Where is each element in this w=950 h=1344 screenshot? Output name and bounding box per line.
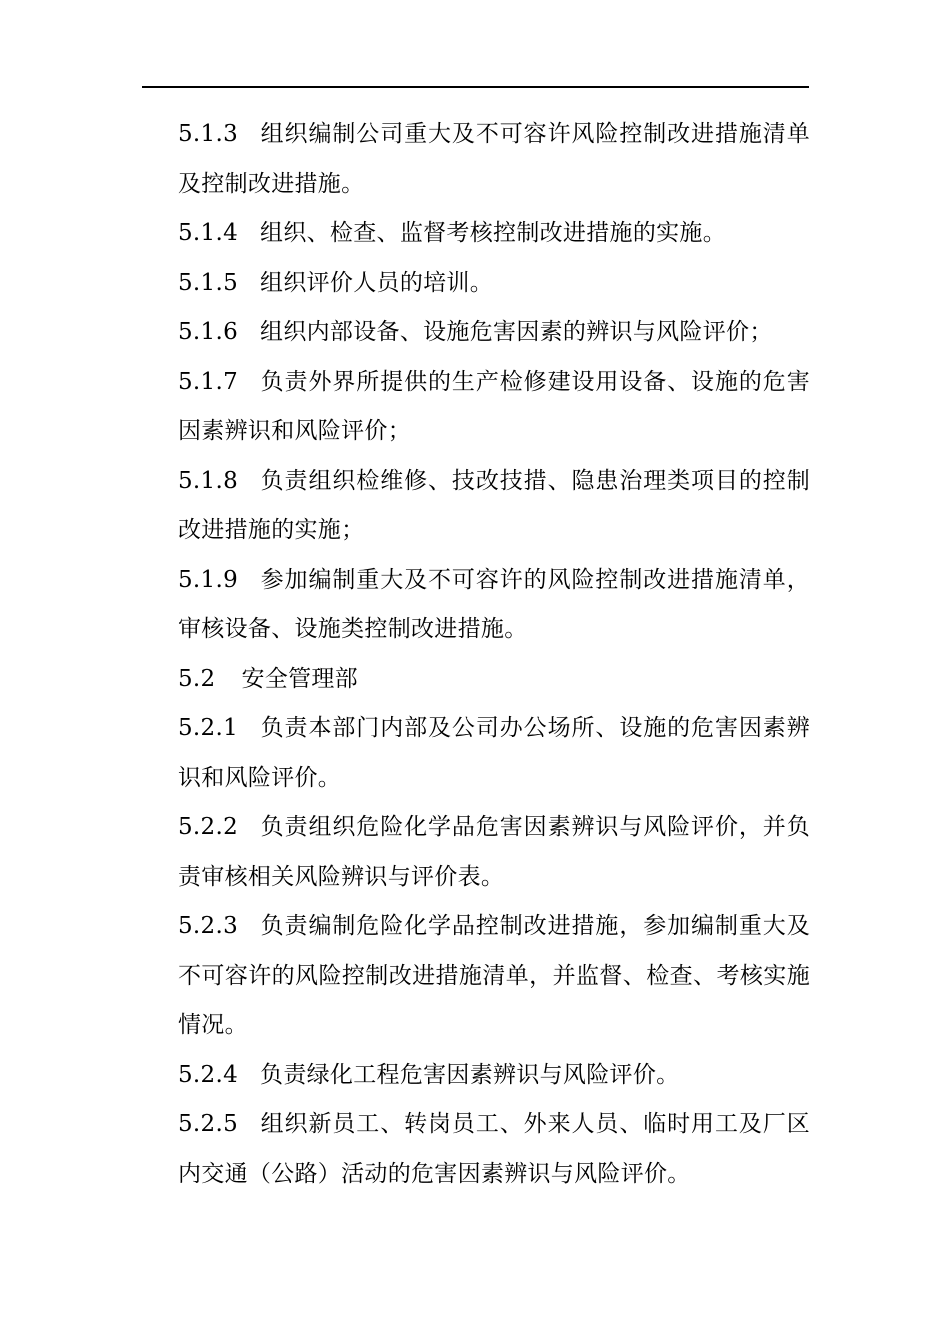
paragraph-number: 5.1.9 — [178, 566, 239, 593]
paragraph-number: 5.1.3 — [178, 121, 239, 147]
paragraph-text: 负责编制危险化学品控制改进措施，参加编制重大及不可容许的风险控制改进措施清单，并监督、检查、考核实施情况。 — [178, 913, 810, 1038]
paragraph-text: 负责组织检维修、技改技措、隐患治理类项目的控制改进措施的实施； — [178, 467, 810, 543]
paragraph-number: 5.1.8 — [178, 467, 239, 494]
paragraph-text: 参加编制重大及不可容许的风险控制改进措施清单，审核设备、设施类控制改进措施。 — [178, 566, 810, 642]
paragraph-5-2-1 — [178, 704, 810, 803]
paragraph-5-1-3 — [178, 110, 810, 209]
paragraph-5-2-2 — [178, 803, 810, 902]
paragraph-number: 5.1.7 — [178, 368, 239, 395]
paragraph-5-2-4 — [178, 1051, 810, 1101]
paragraph-text: 负责本部门内部及公司办公场所、设施的危害因素辨识和风险评价。 — [178, 715, 810, 791]
paragraph-number: 5.2.3 — [178, 913, 239, 939]
paragraph-text: 组织评价人员的培训。 — [260, 269, 494, 296]
paragraph-5-1-7 — [178, 358, 810, 457]
header-rule — [142, 86, 809, 88]
paragraph-number: 5.2.2 — [178, 814, 239, 840]
paragraph-text: 组织编制公司重大及不可容许风险控制改进措施清单及控制改进措施。 — [178, 121, 810, 197]
section-number: 5.2 — [178, 665, 216, 692]
section-title: 安全管理部 — [241, 665, 358, 692]
section-heading-5-2 — [178, 655, 810, 705]
paragraph-text: 组织、检查、监督考核控制改进措施的实施。 — [260, 220, 727, 246]
paragraph-5-1-8 — [178, 457, 810, 556]
paragraph-5-2-3 — [178, 902, 810, 1051]
paragraph-5-1-4 — [178, 209, 810, 259]
paragraph-text: 负责外界所提供的生产检修建设用设备、设施的危害因素辨识和风险评价； — [178, 368, 810, 444]
paragraph-number: 5.1.6 — [178, 319, 239, 345]
paragraph-5-2-5 — [178, 1100, 810, 1199]
paragraph-number: 5.2.5 — [178, 1111, 239, 1137]
paragraph-5-1-5 — [178, 259, 810, 309]
paragraph-number: 5.1.5 — [178, 269, 239, 296]
paragraph-number: 5.2.1 — [178, 715, 239, 741]
paragraph-5-1-6 — [178, 308, 810, 358]
paragraph-number: 5.1.4 — [178, 220, 239, 246]
paragraph-number: 5.2.4 — [178, 1061, 239, 1088]
paragraph-text: 负责绿化工程危害因素辨识与风险评价。 — [260, 1061, 680, 1088]
paragraph-text: 组织新员工、转岗员工、外来人员、临时用工及厂区内交通（公路）活动的危害因素辨识与风险评价。 — [178, 1111, 810, 1187]
paragraph-5-1-9 — [178, 556, 810, 655]
paragraph-text: 组织内部设备、设施危害因素的辨识与风险评价； — [260, 319, 773, 345]
paragraph-text: 负责组织危险化学品危害因素辨识与风险评价，并负责审核相关风险辨识与评价表。 — [178, 814, 810, 890]
document-body — [178, 110, 810, 1199]
